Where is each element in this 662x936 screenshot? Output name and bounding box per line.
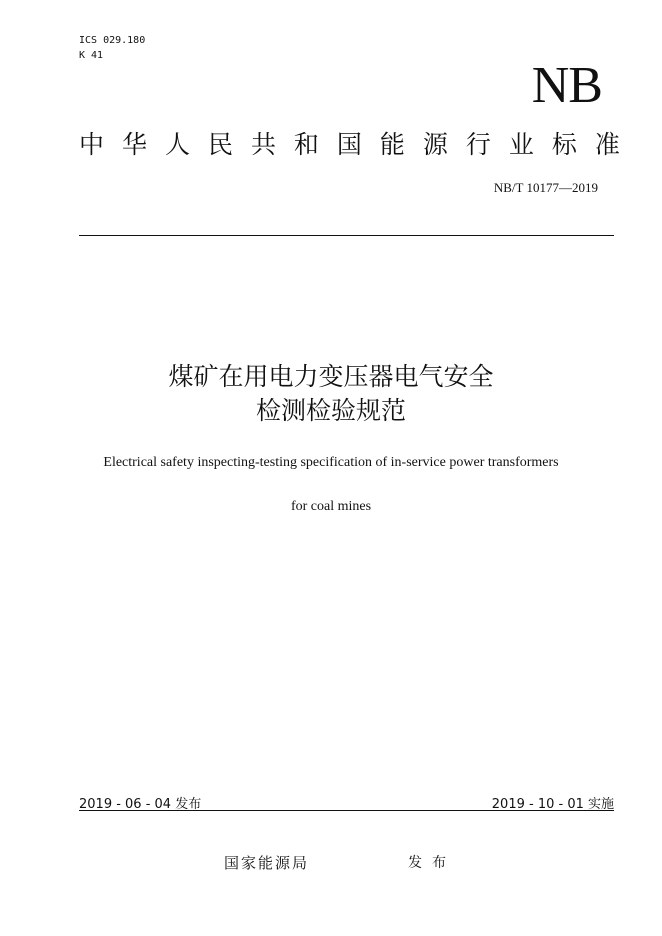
category-char: 能: [379, 130, 405, 159]
title-english-line1: Electrical safety inspecting-testing specification of in-service power transformers: [103, 455, 559, 470]
ccs-code: K 41: [79, 50, 104, 61]
category-char: 人: [164, 130, 190, 159]
category-char: 中: [79, 130, 105, 159]
title-english: [0, 453, 662, 517]
category-char: 民: [207, 130, 233, 159]
nb-logo: NB: [531, 57, 602, 114]
category-char: 行: [465, 130, 491, 159]
category-char: 国: [336, 130, 362, 159]
category-char: 业: [508, 130, 534, 159]
title-chinese: [0, 360, 662, 428]
implementation-date: 2019 - 10 - 01 实施: [491, 797, 614, 812]
standard-category: [79, 128, 620, 162]
category-char: 共: [250, 130, 276, 159]
ics-block: [79, 33, 145, 63]
category-char: 和: [293, 130, 319, 159]
footer-divider: [79, 810, 614, 811]
title-chinese-line1: 煤矿在用电力变压器电气安全: [168, 362, 494, 391]
header-divider: [79, 235, 614, 236]
issuer: 国家能源局: [224, 854, 310, 872]
title-english-line2: for coal mines: [290, 499, 372, 514]
ics-code: ICS 029.180: [79, 35, 146, 46]
title-chinese-line2: 检测检验规范: [255, 396, 406, 425]
category-char: 准: [594, 130, 620, 159]
standard-number: NB/T 10177—2019: [493, 180, 598, 195]
issue-word: 发布: [408, 855, 456, 871]
category-char: 标: [551, 130, 577, 159]
category-char: 源: [422, 130, 448, 159]
category-char: 华: [121, 130, 147, 159]
issue-date: 2019 - 06 - 04 发布: [79, 797, 202, 812]
